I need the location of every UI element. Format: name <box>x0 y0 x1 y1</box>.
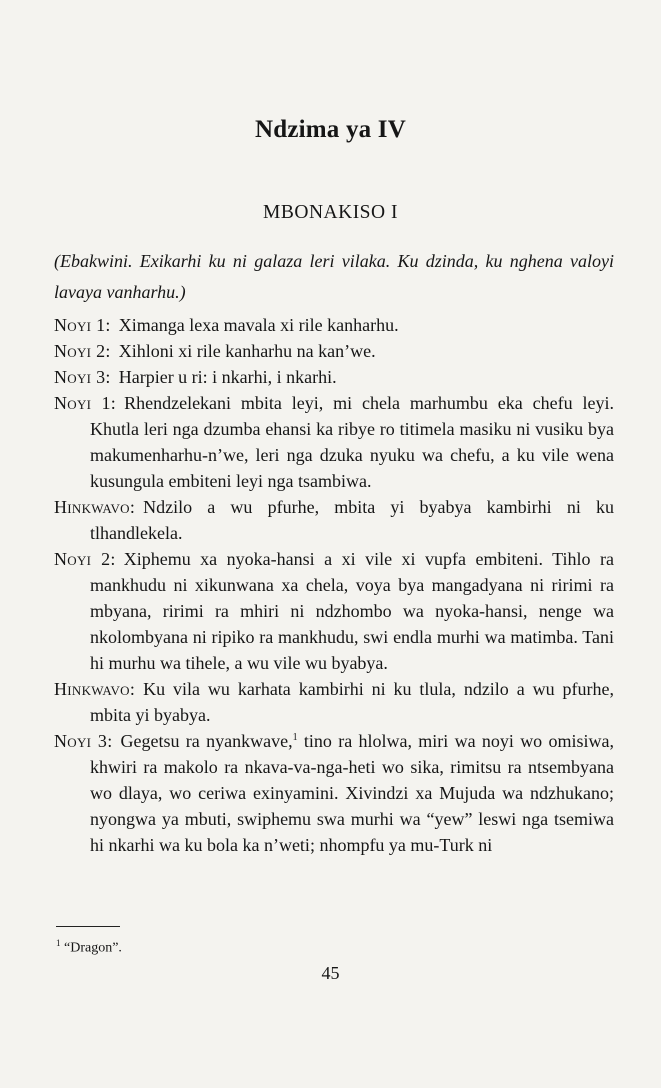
scene-title: MBONAKISO I <box>263 202 398 223</box>
speech-text: Ximanga lexa mavala xi rile kanharhu. <box>118 315 399 335</box>
footnote-divider <box>56 926 120 927</box>
page-number: 45 <box>321 963 340 983</box>
stage-direction: (Ebakwini. Exikarhi ku ni galaza leri vilaka. Ku dzinda, ku nghena valoyi lavaya vanharhu.) <box>54 251 614 302</box>
speech-text: Rhendzelekani mbita leyi, mi chela marhumbu eka chefu leyi. Khutla leri nga dzumba ehansi ka ribye ro titimela masiku ni vusiku bya makumenharhu-n’we, leri nga dzuka nyuku wa chefu, a ku vile wena kusungula embiteni leyi nga tsambiwa. <box>90 393 614 491</box>
speaker-label: Noyi 3: <box>54 731 113 751</box>
speech-noyi-3 <box>54 364 614 390</box>
dialogue <box>54 312 614 858</box>
speech-noyi-2-long <box>54 546 614 676</box>
speech-text-part: tino ra hlolwa, miri wa noyi wo omisiwa, khwiri ra makolo ra nkava-va-nga-heti wo sika, rimitsu ra ntsembyana wo dlaya, wo ceriwa exinyamini. Xivindzi xa Mujuda wa ndzhukano; nyongwa ya mbuti, swiphemu swa murhi wa “yew” leswi nga tsemiwa hi nkarhi wa ku bola ka n’weti; nhompfu ya mu-Turk ni <box>90 731 614 855</box>
speech-noyi-1-long <box>54 390 614 494</box>
footnote-marker: 1 <box>292 732 298 743</box>
speech-hinkwavo-2 <box>54 676 614 728</box>
speech-text: Ndzilo a wu pfurhe, mbita yi byabya kambirhi ni ku tlhandlekela. <box>90 497 614 543</box>
speaker-label: Noyi 1: <box>54 393 117 413</box>
speaker-label: Hinkwavo: <box>54 497 136 517</box>
speech-text <box>90 731 614 855</box>
speaker-label: Noyi 2: <box>54 549 116 569</box>
act-title: Ndzima ya IV <box>254 116 406 143</box>
speech-noyi-3-long <box>54 728 614 858</box>
speech-text-part: Gegetsu ra nyankwave, <box>120 731 293 751</box>
footnote-text: “Dragon”. <box>64 940 122 956</box>
speech-text: Ku vila wu karhata kambirhi ni ku tlula, ndzilo a wu pfurhe, mbita yi byabya. <box>90 679 614 725</box>
speaker-label: Noyi 2: <box>54 341 111 361</box>
speech-text: Xiphemu xa nyoka-hansi a xi vile xi vupfa embiteni. Tihlo ra mankhudu ni xikunwana xa chela, voya bya mangadyana ni ririmi ra mbyana, ririmi ra mhiri ni ndzhombo wa nyoka-hansi, nenge wa nkolombyana ni ripiko ra mankhudu, swi endla murhi wa matimba. Tani hi murhu wa tihele, a wu vile wu byabya. <box>90 549 614 673</box>
speaker-label: Hinkwavo: <box>54 679 136 699</box>
speech-text: Xihloni xi rile kanharhu na kan’we. <box>118 341 376 361</box>
speaker-label: Noyi 3: <box>54 367 111 387</box>
footnote-number: 1 <box>56 938 61 948</box>
speaker-label: Noyi 1: <box>54 315 111 335</box>
speech-text: Harpier u ri: i nkarhi, i nkarhi. <box>118 367 337 387</box>
speech-noyi-2 <box>54 338 614 364</box>
speech-hinkwavo-1 <box>54 494 614 546</box>
footnote <box>56 938 122 957</box>
speech-noyi-1 <box>54 312 614 338</box>
